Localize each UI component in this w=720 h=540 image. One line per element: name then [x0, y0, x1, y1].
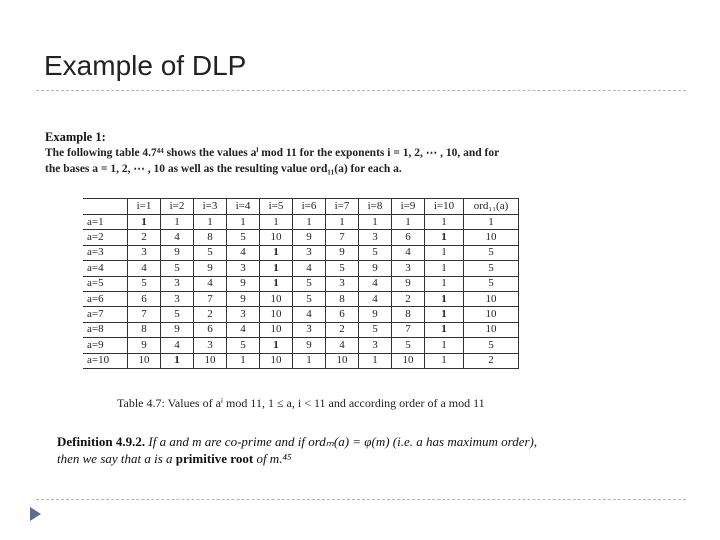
header-cell-blank — [83, 199, 128, 215]
header-cell: i=4 — [227, 199, 260, 215]
table-cell: 7 — [392, 322, 425, 337]
table-cell: 10 — [260, 307, 293, 322]
triangle-bullet-icon — [30, 507, 41, 521]
table-cell: 1 — [425, 338, 464, 353]
table-cell: 10 — [260, 230, 293, 245]
table-cell: 10 — [464, 291, 519, 306]
table-cell: 1 — [260, 338, 293, 353]
top-divider — [36, 90, 686, 91]
table-row — [83, 261, 519, 276]
definition-label: Definition 4.9.2. — [57, 434, 146, 449]
table-cell: 4 — [194, 276, 227, 291]
table-cell: 3 — [293, 245, 326, 260]
table-row — [83, 307, 519, 322]
table-row — [83, 245, 519, 260]
table-cell: 8 — [128, 322, 161, 337]
table-cell: 9 — [293, 338, 326, 353]
table-cell: 1 — [293, 215, 326, 230]
header-cell: i=9 — [392, 199, 425, 215]
table-cell: 2 — [326, 322, 359, 337]
table-cell: 9 — [227, 291, 260, 306]
table-cell: 5 — [227, 338, 260, 353]
table-cell: 4 — [128, 261, 161, 276]
table-cell: 1 — [425, 322, 464, 337]
row-label: a=9 — [83, 338, 128, 353]
table-row — [83, 276, 519, 291]
table-cell: 3 — [194, 338, 227, 353]
table-cell: 5 — [128, 276, 161, 291]
table-cell: 1 — [293, 353, 326, 368]
table-cell: 1 — [425, 307, 464, 322]
table-cell: 10 — [128, 353, 161, 368]
table-cell: 3 — [227, 261, 260, 276]
table-cell: 1 — [260, 245, 293, 260]
bottom-divider — [36, 499, 686, 500]
table-cell: 1 — [464, 215, 519, 230]
table-header-row — [83, 199, 519, 215]
table-caption: Table 4.7: Values of aⁱ mod 11, 1 ≤ a, i < 11 and according order of a mod 11 — [117, 396, 485, 410]
example-line-1: The following table 4.7⁴⁴ shows the values aⁱ mod 11 for the exponents i = 1, 2, ⋯ , 10, and for — [45, 147, 500, 159]
table-cell: 5 — [464, 261, 519, 276]
table-cell: 5 — [464, 338, 519, 353]
table-cell: 10 — [260, 291, 293, 306]
row-label: a=10 — [83, 353, 128, 368]
table-cell: 5 — [464, 245, 519, 260]
table-cell: 1 — [425, 245, 464, 260]
header-cell: i=7 — [326, 199, 359, 215]
table-cell: 4 — [227, 245, 260, 260]
table-cell: 3 — [128, 245, 161, 260]
table-cell: 1 — [128, 215, 161, 230]
table-cell: 5 — [464, 276, 519, 291]
definition-line-2 — [57, 451, 291, 467]
table-cell: 7 — [194, 291, 227, 306]
table-cell: 1 — [425, 230, 464, 245]
definition-line-1 — [57, 434, 537, 450]
definition-text-2: then we say that a is a — [57, 451, 176, 466]
table-cell: 7 — [326, 230, 359, 245]
table-cell: 1 — [227, 353, 260, 368]
table-cell: 9 — [194, 261, 227, 276]
table-row — [83, 338, 519, 353]
header-cell: i=2 — [161, 199, 194, 215]
table-cell: 4 — [161, 338, 194, 353]
table-cell: 1 — [359, 353, 392, 368]
example-line-2: the bases a = 1, 2, ⋯ , 10 as well as the resulting value ord₁₁(a) for each a. — [45, 163, 402, 175]
table-cell: 6 — [392, 230, 425, 245]
table-cell: 4 — [293, 261, 326, 276]
table-cell: 3 — [161, 276, 194, 291]
table-cell: 1 — [227, 215, 260, 230]
header-cell: i=3 — [194, 199, 227, 215]
table-cell: 3 — [392, 261, 425, 276]
table-cell: 3 — [293, 322, 326, 337]
table-cell: 5 — [326, 261, 359, 276]
table-cell: 1 — [392, 215, 425, 230]
table-cell: 4 — [359, 276, 392, 291]
row-label: a=1 — [83, 215, 128, 230]
table-cell: 10 — [464, 307, 519, 322]
table-cell: 3 — [326, 276, 359, 291]
table-cell: 7 — [128, 307, 161, 322]
table-cell: 1 — [161, 215, 194, 230]
table-cell: 10 — [260, 322, 293, 337]
row-label: a=8 — [83, 322, 128, 337]
table-cell: 4 — [326, 338, 359, 353]
table-cell: 6 — [326, 307, 359, 322]
table-cell: 2 — [128, 230, 161, 245]
table-cell: 8 — [392, 307, 425, 322]
header-cell: i=8 — [359, 199, 392, 215]
table-cell: 10 — [464, 230, 519, 245]
table-cell: 4 — [359, 291, 392, 306]
table-cell: 1 — [260, 215, 293, 230]
table-cell: 3 — [359, 230, 392, 245]
table-cell: 9 — [227, 276, 260, 291]
header-cell: i=5 — [260, 199, 293, 215]
table-cell: 1 — [260, 276, 293, 291]
table-cell: 4 — [293, 307, 326, 322]
table-cell: 9 — [161, 322, 194, 337]
table-cell: 9 — [128, 338, 161, 353]
dlp-table — [83, 198, 519, 369]
table-cell: 5 — [359, 322, 392, 337]
table-cell: 1 — [425, 215, 464, 230]
table-row — [83, 215, 519, 230]
table-cell: 9 — [359, 261, 392, 276]
table-cell: 1 — [260, 261, 293, 276]
table-cell: 5 — [392, 338, 425, 353]
row-label: a=7 — [83, 307, 128, 322]
header-cell-order: ord₁₁(a) — [464, 199, 519, 215]
header-cell: i=1 — [128, 199, 161, 215]
table-cell: 8 — [326, 291, 359, 306]
table-cell: 1 — [194, 215, 227, 230]
example-heading: Example 1: — [45, 130, 106, 144]
table-cell: 4 — [392, 245, 425, 260]
table-cell: 5 — [293, 276, 326, 291]
slide-title: Example of DLP — [44, 50, 247, 81]
header-cell: i=10 — [425, 199, 464, 215]
table-cell: 10 — [464, 322, 519, 337]
table-row — [83, 322, 519, 337]
table-cell: 5 — [359, 245, 392, 260]
row-label: a=2 — [83, 230, 128, 245]
table-cell: 1 — [425, 276, 464, 291]
table-cell: 9 — [359, 307, 392, 322]
table-cell: 1 — [425, 291, 464, 306]
definition-text-3: of m.⁴⁵ — [253, 451, 292, 466]
table-cell: 5 — [194, 245, 227, 260]
table-cell: 8 — [194, 230, 227, 245]
table-cell: 2 — [194, 307, 227, 322]
table-cell: 6 — [128, 291, 161, 306]
table-cell: 3 — [161, 291, 194, 306]
table-cell: 1 — [326, 215, 359, 230]
table-cell: 2 — [464, 353, 519, 368]
row-label: a=5 — [83, 276, 128, 291]
table-cell: 10 — [194, 353, 227, 368]
row-label: a=3 — [83, 245, 128, 260]
table-cell: 3 — [227, 307, 260, 322]
table-cell: 1 — [359, 215, 392, 230]
table-cell: 5 — [161, 261, 194, 276]
table-cell: 5 — [227, 230, 260, 245]
table-cell: 6 — [194, 322, 227, 337]
row-label: a=4 — [83, 261, 128, 276]
table-cell: 9 — [392, 276, 425, 291]
table-cell: 9 — [293, 230, 326, 245]
table-cell: 9 — [326, 245, 359, 260]
table-cell: 2 — [392, 291, 425, 306]
table-row — [83, 353, 519, 368]
definition-term: primitive root — [175, 451, 254, 466]
definition-text-1: If a and m are co-prime and if ordₘ(a) = φ(m) (i.e. a has maximum order), — [145, 434, 538, 449]
header-cell: i=6 — [293, 199, 326, 215]
table-cell: 1 — [161, 353, 194, 368]
table-cell: 5 — [293, 291, 326, 306]
table-cell: 4 — [227, 322, 260, 337]
table-cell: 10 — [326, 353, 359, 368]
table-cell: 3 — [359, 338, 392, 353]
table-cell: 5 — [161, 307, 194, 322]
row-label: a=6 — [83, 291, 128, 306]
table-cell: 1 — [425, 353, 464, 368]
table-cell: 10 — [260, 353, 293, 368]
table-cell: 4 — [161, 230, 194, 245]
table-cell: 1 — [425, 261, 464, 276]
table-row — [83, 291, 519, 306]
table-cell: 9 — [161, 245, 194, 260]
table-row — [83, 230, 519, 245]
table-cell: 10 — [392, 353, 425, 368]
